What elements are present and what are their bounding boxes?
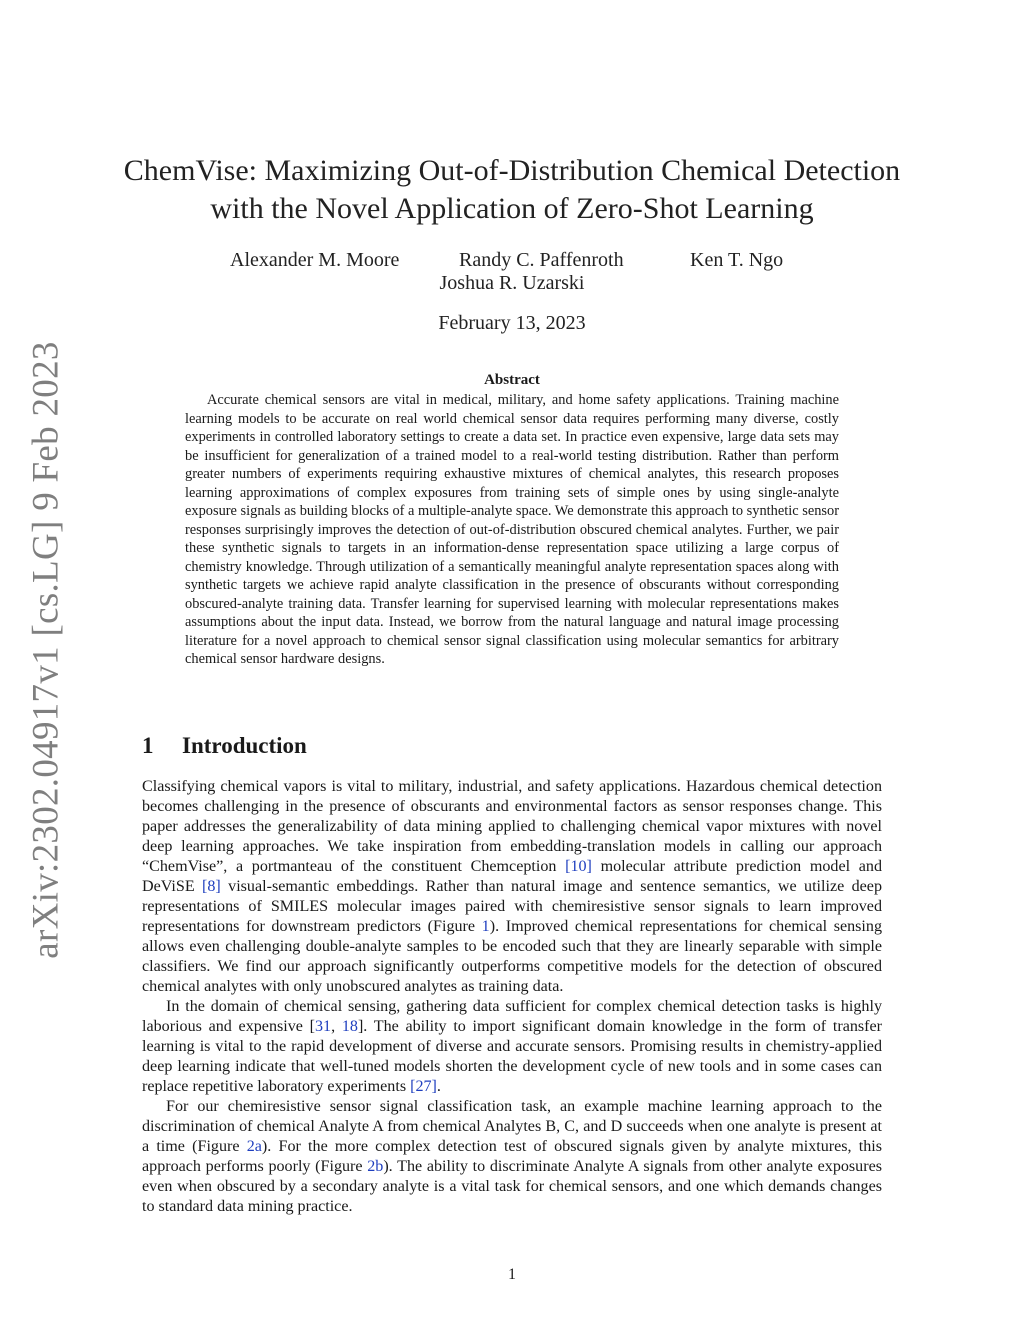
author-name: Joshua R. Uzarski	[439, 272, 585, 294]
paragraph-text: For our chemiresistive sensor signal classification task, an example machine learning approach to the discrimination of chemical Analyte A from chemical Analytes B, C, and D succeeds when one analyte is present at a time (Figure	[142, 1098, 882, 1155]
citation-link[interactable]: 31	[315, 1018, 332, 1035]
section-heading-introduction	[142, 732, 307, 760]
citation-link[interactable]: [10]	[565, 858, 592, 875]
introduction-body	[142, 777, 882, 1217]
section-number: 1	[142, 733, 154, 758]
paragraph-text: visual-semantic embeddings. Rather than natural image and sentence semantics, we utilize deep representations of SMILES molecular images paired with chemiresistive sensor signals to learn improved representations for downstream predictors (Figure	[142, 878, 882, 935]
figure-reference-link[interactable]: 2b	[367, 1158, 384, 1175]
paragraph-text: ). The ability to discriminate Analyte A signals from other analyte exposures even when obscured by a secondary analyte is a vital task for chemical sensors, and one which demands changes to standard data mining practice.	[142, 1158, 882, 1215]
figure-reference-link[interactable]: 2a	[246, 1138, 262, 1155]
publication-date: February 13, 2023	[438, 312, 586, 334]
citation-link[interactable]: 18	[341, 1018, 358, 1035]
abstract-heading: Abstract	[484, 372, 540, 388]
paper-title	[120, 152, 904, 228]
paragraph-text: ). Improved chemical representations for chemical sensing allows even challenging double-analyte samples to be encoded such that they are linearly separable with simple classifiers. We find our approach significantly outperforms competitive models for the detection of obscured chemical analytes with only unobscured analytes as training data.	[142, 918, 882, 995]
citation-link[interactable]: [27]	[410, 1078, 437, 1095]
citation-link[interactable]: [8]	[202, 878, 221, 895]
paragraph-text: ,	[331, 1018, 342, 1035]
abstract-text: Accurate chemical sensors are vital in medical, military, and home safety applications. Training machine learning models to be accurate on real world chemical sensor data requires performing many diverse, costly experiments in controlled laboratory settings to create a data set. In practice even expensive, large data sets may be insufficient for generalization of a trained model to a real-world testing distribution. Rather than perform greater numbers of experiments requiring exhaustive mixtures of chemical analytes, this research proposes learning approximations of complex exposures from training sets of simple ones by using single-analyte exposure signals as building blocks of a multiple-analyte space. We demonstrate this approach to synthetic sensor responses surprisingly improves the detection of out-of-distribution obscured chemical analytes. Further, we pair these synthetic signals to targets in an information-dense representation space utilizing a large corpus of chemistry knowledge. Through utilization of a semantically meaningful analyte representation spaces along with synthetic targets we achieve rapid analyte classification in the presence of obscurants without corresponding obscured-analyte training data. Transfer learning for supervised learning with molecular representations makes assumptions about the input data. Instead, we borrow from the natural language and natural image processing literature for a novel approach to chemical sensor signal classification using molecular semantics for arbitrary chemical sensor hardware designs.	[185, 392, 839, 667]
paragraph-text: Classifying chemical vapors is vital to military, industrial, and safety applications. Hazardous chemical detection becomes challenging in the presence of obscurants and environmental factors as sensor responses change. This paper addresses the generalizability of data mining applied to challenging chemical vapor mixtures with novel deep learning approaches. We take inspiration from embedding-translation models in calling our approach “ChemVise”, a portmanteau of the constituent Chemception	[142, 778, 882, 875]
paragraph-text: ]. The ability to import significant domain knowledge in the form of transfer learning is vital to the rapid development of diverse and accurate sensors. Promising results in chemistry-applied deep learning indicate that well-tuned models shorten the development cycle of new tools and in some cases can replace repetitive laboratory experiments	[142, 1018, 883, 1095]
paragraph-text: .	[436, 1078, 441, 1095]
paper-title-line-2: with the Novel Application of Zero-Shot Learning	[210, 192, 814, 225]
author-name: Randy C. Paffenroth	[459, 249, 624, 271]
author-name: Ken T. Ngo	[690, 249, 784, 271]
paragraph-text: ). For the more complex detection test of obscured signals given by analyte mixtures, this approach performs poorly (Figure	[142, 1138, 882, 1175]
figure-reference-link[interactable]: 1	[481, 918, 490, 935]
paragraph	[142, 1097, 882, 1217]
section-title: Introduction	[182, 733, 307, 758]
paper-title-line-1: ChemVise: Maximizing Out-of-Distribution Chemical Detection	[123, 154, 901, 187]
paragraph	[142, 997, 882, 1097]
arxiv-identifier-stamp: arXiv:2302.04917v1 [cs.LG] 9 Feb 2023	[25, 341, 67, 959]
paragraph	[142, 777, 882, 997]
page-number: 1	[508, 1266, 516, 1283]
paragraph-text: molecular attribute prediction model and DeViSE	[142, 858, 882, 895]
paragraph-text: In the domain of chemical sensing, gathering data sufficient for complex chemical detection tasks is highly laborious and expensive [	[142, 998, 882, 1035]
author-name: Alexander M. Moore	[230, 249, 400, 271]
